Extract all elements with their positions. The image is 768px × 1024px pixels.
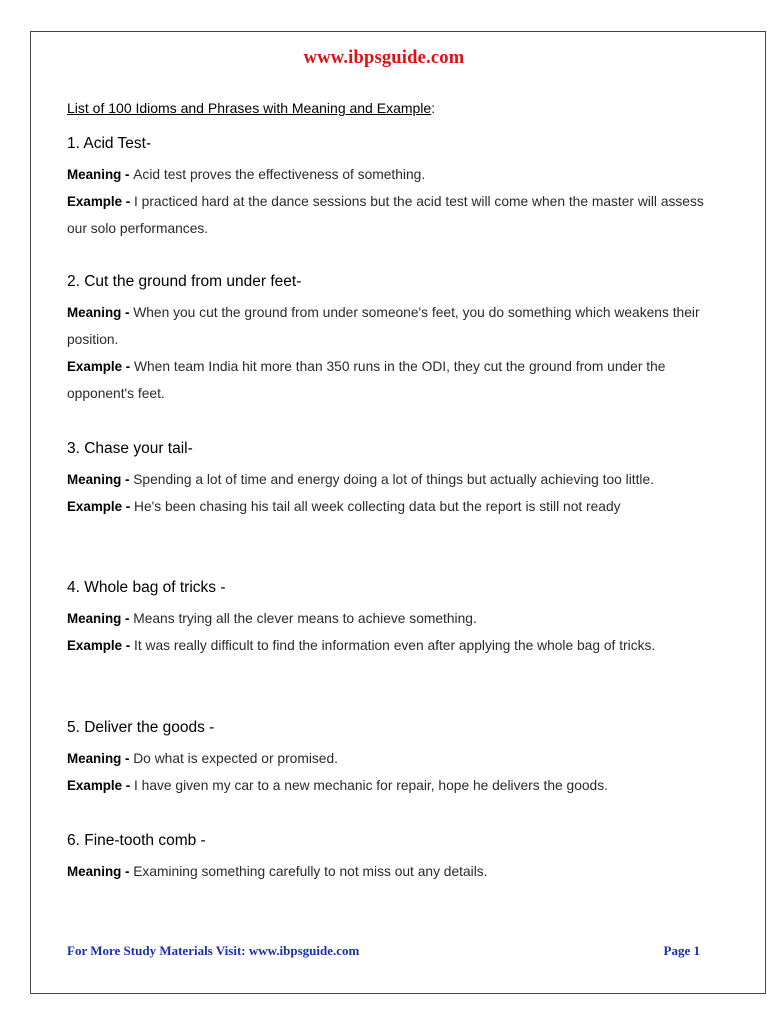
meaning-text: Do what is expected or promised. <box>133 751 338 766</box>
idiom-meaning <box>67 466 707 493</box>
idiom-item-4 <box>67 577 707 659</box>
idiom-title: 2. Cut the ground from under feet- <box>67 273 302 290</box>
idiom-meaning <box>67 745 707 772</box>
idiom-title: 6. Fine-tooth comb - <box>67 832 206 849</box>
example-text: He's been chasing his tail all week collecting data but the report is still not ready <box>133 499 621 514</box>
meaning-label: Meaning - <box>67 167 134 182</box>
example-label: Example - <box>67 778 134 793</box>
list-heading-colon: : <box>431 100 436 116</box>
meaning-label: Meaning - <box>67 305 134 320</box>
meaning-label: Meaning - <box>67 611 134 626</box>
footer-page-number: Page 1 <box>663 943 700 958</box>
meaning-text: Examining something carefully to not miss out any details. <box>133 864 488 879</box>
example-label: Example - <box>67 359 134 374</box>
idiom-item-3 <box>67 438 707 520</box>
idiom-meaning <box>67 605 707 632</box>
meaning-text: Acid test proves the effectiveness of something. <box>133 167 426 182</box>
meaning-label: Meaning - <box>67 751 134 766</box>
idiom-title: 3. Chase your tail- <box>67 440 193 457</box>
idiom-title: 4. Whole bag of tricks - <box>67 579 226 596</box>
idiom-example <box>67 632 707 659</box>
idiom-meaning <box>67 161 707 188</box>
idiom-item-6 <box>67 830 707 885</box>
meaning-label: Meaning - <box>67 472 134 487</box>
idiom-title: 5. Deliver the goods - <box>67 719 215 736</box>
idiom-example <box>67 353 707 407</box>
meaning-text: When you cut the ground from under someone's feet, you do something which weakens their position. <box>67 305 700 347</box>
example-text: I have given my car to a new mechanic for repair, hope he delivers the goods. <box>133 778 608 793</box>
idiom-meaning <box>67 299 707 353</box>
example-label: Example - <box>67 499 134 514</box>
meaning-label: Meaning - <box>67 864 134 879</box>
idiom-title: 1. Acid Test- <box>67 135 152 152</box>
example-label: Example - <box>67 194 134 209</box>
example-text: I practiced hard at the dance sessions but the acid test will come when the master will assess our solo performances. <box>67 194 704 236</box>
idiom-meaning <box>67 858 707 885</box>
idiom-item-2 <box>67 271 707 407</box>
idiom-item-5 <box>67 717 707 799</box>
idiom-example <box>67 188 707 242</box>
idiom-example <box>67 772 707 799</box>
idiom-item-1 <box>67 133 707 242</box>
example-text: It was really difficult to find the information even after applying the whole bag of tricks. <box>133 638 656 653</box>
example-text: When team India hit more than 350 runs in the ODI, they cut the ground from under the opponent's feet. <box>67 359 666 401</box>
meaning-text: Means trying all the clever means to achieve something. <box>133 611 477 626</box>
footer-study-link[interactable]: For More Study Materials Visit: www.ibpsguide.com <box>67 943 360 958</box>
site-header-url: www.ibpsguide.com <box>303 48 465 68</box>
meaning-text: Spending a lot of time and energy doing a lot of things but actually achieving too little. <box>133 472 655 487</box>
idiom-example <box>67 493 707 520</box>
example-label: Example - <box>67 638 134 653</box>
list-heading <box>67 100 435 116</box>
list-heading-text: List of 100 Idioms and Phrases with Meaning and Example <box>67 100 432 116</box>
